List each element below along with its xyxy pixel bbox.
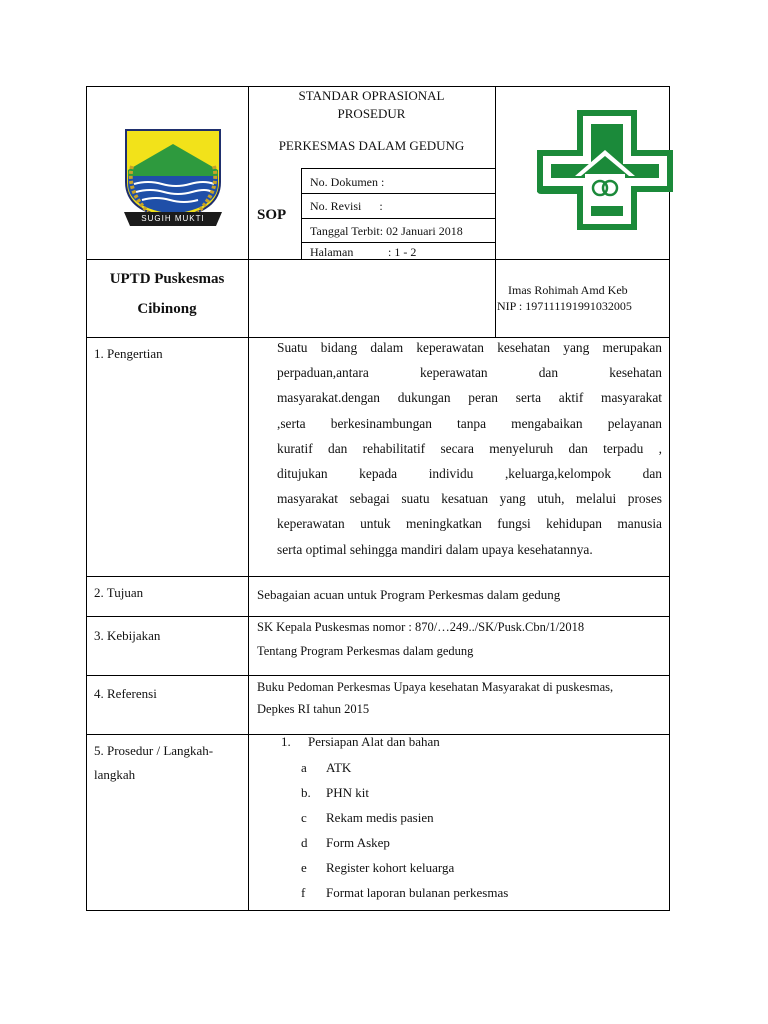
subitem-text: PHN kit (326, 785, 369, 800)
paragraph-line: masyarakat.dengan dukungan peran serta aktif masyarakat (277, 390, 662, 406)
referensi-line1: Buku Pedoman Perkesmas Upaya kesehatan Masyarakat di puskesmas, (257, 680, 614, 694)
page-label: Halaman (310, 245, 354, 259)
subitem-letter: e (301, 860, 307, 875)
paragraph-line: keperawatan untuk meningkatkan fungsi kehidupan manusia (277, 516, 662, 532)
subitem-letter: c (301, 810, 307, 825)
organization-name-line1: UPTD Puskesmas (109, 271, 225, 287)
document-title-line1: STANDAR OPRASIONAL (298, 88, 445, 103)
kebijakan-line1: SK Kepala Puskesmas nomor : 870/…249../SK/Pusk.Cbn/1/2018 (257, 620, 585, 634)
subitem-letter: f (301, 885, 306, 900)
section-label-prosedur-line1: 5. Prosedur / Langkah- (94, 743, 214, 758)
paragraph-line: perpaduan,antara keperawatan dan kesehatan (277, 365, 662, 381)
paragraph-line: masyarakat sebagai suatu kesatuan yang utuh, melalui proses (277, 491, 662, 507)
emblem-motto: SUGIH MUKTI (141, 214, 205, 223)
regency-emblem-icon (118, 126, 228, 231)
referensi-line2: Depkes RI tahun 2015 (257, 702, 370, 716)
pengertian-paragraph (277, 335, 662, 562)
section-label-pengertian: 1. Pengertian (94, 346, 163, 361)
subitem-text: Rekam medis pasien (326, 810, 434, 825)
paragraph-line: Suatu bidang dalam keperawatan kesehatan yang merupakan (277, 340, 662, 355)
paragraph-line: serta optimal sehingga mandiri dalam upaya kesehatannya. (277, 541, 593, 557)
organization-name-line2: Cibinong (137, 301, 197, 317)
document-title-line2: PROSEDUR (337, 106, 406, 121)
procedure-step-number: 1. (281, 734, 291, 749)
document-subtitle: PERKESMAS DALAM GEDUNG (278, 138, 465, 153)
paragraph-line: ,serta berkesinambungan tanpa mengabaikan pelayanan (277, 415, 662, 431)
kebijakan-line2: Tentang Program Perkesmas dalam gedung (257, 644, 474, 658)
page-value: : 1 - 2 (388, 245, 417, 259)
paragraph-line: ditujukan kepada individu ,keluarga,kelompok dan (277, 466, 662, 482)
subitem-letter: d (301, 835, 308, 850)
paragraph-line: kuratif dan rehabilitatif secara menyeluruh dan terpadu , (277, 440, 662, 456)
section-label-prosedur-line2: langkah (94, 767, 136, 782)
subitem-text: Register kohort keluarga (326, 860, 455, 875)
procedure-step-title: Persiapan Alat dan bahan (308, 734, 440, 749)
section-label-kebijakan: 3. Kebijakan (94, 628, 161, 643)
revision-field: No. Revisi : (310, 199, 383, 213)
subitem-letter: a (301, 760, 307, 775)
section-label-referensi: 4. Referensi (94, 686, 157, 701)
tujuan-text: Sebagaian acuan untuk Program Perkesmas dalam gedung (257, 587, 561, 602)
subitem-letter: b. (301, 785, 311, 800)
subitem-text: ATK (326, 760, 352, 775)
section-label-tujuan: 2. Tujuan (94, 585, 144, 600)
subitem-text: Form Askep (326, 835, 390, 850)
puskesmas-cross-house-icon (537, 110, 673, 230)
doc-number-field: No. Dokumen : (310, 175, 385, 189)
signer-name: Imas Rohimah Amd Keb (508, 283, 628, 297)
sop-label: SOP (257, 207, 287, 223)
signer-nip: NIP : 197111191991032005 (497, 299, 632, 313)
issue-date-field: Tanggal Terbit: 02 Januari 2018 (310, 224, 463, 238)
subitem-text: Format laporan bulanan perkesmas (326, 885, 509, 900)
